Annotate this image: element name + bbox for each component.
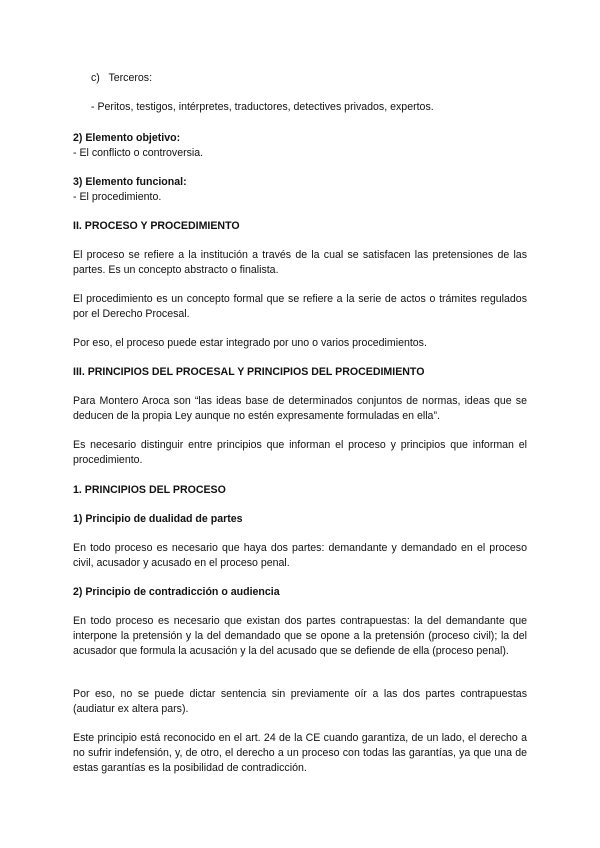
heading-dualidad-partes: 1) Principio de dualidad de partes: [73, 513, 243, 525]
list-label: Terceros:: [108, 72, 153, 84]
heading-elemento-objetivo: 2) Elemento objetivo:: [73, 132, 181, 144]
paragraph-montero-aroca: Para Montero Aroca son “las ideas base de determinados conjuntos de normas, ideas que se deducen de la propia Ley aunque no estén expresamente formuladas en ella”.: [73, 395, 527, 422]
item-elemento-funcional: - El procedimiento.: [73, 191, 162, 203]
paragraph-procedimiento: El procedimiento es un concepto formal que se refiere a la serie de actos o trámites regulados por el Derecho Procesal.: [73, 293, 527, 320]
subsection-heading-principios-proceso: 1. PRINCIPIOS DEL PROCESO: [73, 484, 226, 496]
paragraph-dualidad: En todo proceso es necesario que haya dos partes: demandante y demandado en el proceso civil, acusador y acusado en el proceso penal.: [73, 542, 527, 569]
list-item-terceros-detail: - Peritos, testigos, intérpretes, traductores, detectives privados, expertos.: [91, 101, 434, 113]
paragraph-proceso: El proceso se refiere a la institución a través de la cual se satisfacen las pretensiones de las partes. Es un concepto abstracto o finalista.: [73, 249, 527, 276]
item-elemento-objetivo: - El conflicto o controversia.: [73, 147, 204, 159]
list-marker: c): [91, 72, 100, 84]
paragraph-art-24: Este principio está reconocido en el art. 24 de la CE cuando garantiza, de un lado, el derecho a no sufrir indefensión, y, de otro, el derecho a un proceso con todas las garantías, ya que una de estas garantías es la posibilidad de contradicción.: [73, 732, 527, 774]
heading-contradiccion: 2) Principio de contradicción o audiencia: [73, 586, 280, 598]
list-item-c: [91, 71, 152, 86]
section-heading-proceso-procedimiento: II. PROCESO Y PROCEDIMIENTO: [73, 220, 240, 232]
section-heading-principios: III. PRINCIPIOS DEL PROCESAL Y PRINCIPIOS DEL PROCEDIMIENTO: [73, 366, 425, 378]
paragraph-contradiccion-partes: En todo proceso es necesario que existan dos partes contrapuestas: la del demandante que interpone la pretensión y la del demandado que se opone a la pretensión (proceso civil); la del acusador que formula la acusación y la del acusado que se defiende de ella (proceso penal).: [73, 615, 527, 657]
heading-elemento-funcional: 3) Elemento funcional:: [73, 176, 187, 188]
paragraph-distinguir: Es necesario distinguir entre principios que informan el proceso y principios que informan el procedimiento.: [73, 439, 527, 466]
paragraph-por-eso: Por eso, el proceso puede estar integrado por uno o varios procedimientos.: [73, 337, 427, 349]
paragraph-audiatur: Por eso, no se puede dictar sentencia sin previamente oír a las dos partes contrapuestas (audiatur ex altera pars).: [73, 688, 527, 715]
